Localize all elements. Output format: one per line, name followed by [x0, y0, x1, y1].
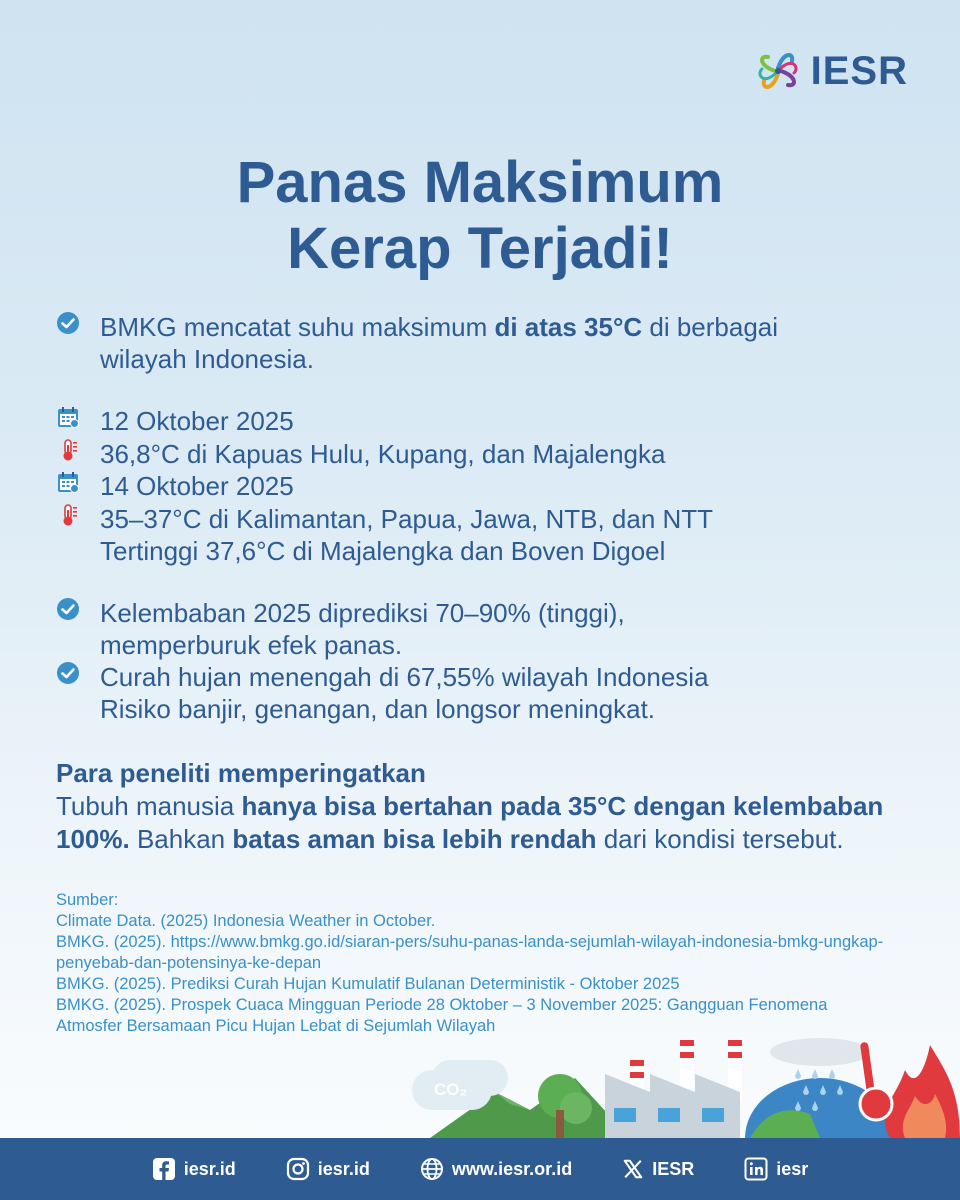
event-temp-row — [56, 503, 713, 567]
thermometer-icon — [56, 438, 80, 462]
event-date-row — [56, 470, 294, 502]
source-item: BMKG. (2025). Prospek Cuaca Mingguan Periode 28 Oktober – 3 November 2025: Gangguan Fenomena Atmosfer Bersamaan Picu Hujan Lebat di Sejumlah Wilayah — [56, 996, 828, 1035]
event-temp-line-1: 35–37°C di Kalimantan, Papua, Jawa, NTB, dan NTT — [100, 504, 714, 534]
x-icon — [622, 1158, 644, 1180]
footer-website[interactable] — [420, 1157, 572, 1181]
event-date-row — [56, 405, 294, 437]
intro-text — [100, 311, 778, 375]
footer-facebook-label: iesr.id — [183, 1158, 236, 1179]
point-text — [100, 661, 709, 725]
point-line-1: Curah hujan menengah di 67,55% wilayah Indonesia — [100, 662, 709, 692]
footer-instagram[interactable] — [286, 1157, 370, 1181]
logo-text: IESR — [810, 48, 908, 93]
intro-bullet — [56, 311, 778, 375]
sources-label: Sumber: — [56, 891, 119, 909]
source-item: BMKG. (2025). Prediksi Curah Hujan Kumulatif Bulanan Deterministik - Oktober 2025 — [56, 975, 680, 993]
point-line-2: memperburuk efek panas. — [100, 630, 403, 660]
event-date: 12 Oktober 2025 — [100, 406, 294, 436]
title-line-1: Panas Maksimum — [236, 150, 724, 215]
warning-text-3: dari kondisi tersebut. — [596, 824, 844, 854]
linkedin-icon — [744, 1157, 768, 1181]
check-circle-icon — [56, 661, 80, 685]
source-item: BMKG. (2025). https://www.bmkg.go.id/siaran-pers/suhu-panas-landa-sejumlah-wilayah-indonesia-bmkg-ungkap-penyebab-dan-potensinya-ke-depan — [56, 933, 884, 972]
iesr-logo-icon — [753, 46, 803, 96]
title-line-2: Kerap Terjadi! — [287, 216, 673, 281]
calendar-icon — [56, 470, 80, 494]
footer-website-label: www.iesr.or.id — [451, 1158, 573, 1179]
globe-icon — [420, 1157, 444, 1181]
footer-linkedin-label: iesr — [776, 1158, 809, 1179]
warning-bold-2: batas aman bisa lebih rendah — [232, 824, 597, 854]
source-item: Climate Data. (2025) Indonesia Weather in October. — [56, 912, 436, 930]
point-line-1: Kelembaban 2025 diprediksi 70–90% (tinggi), — [100, 598, 625, 628]
co2-cloud-icon — [412, 1070, 492, 1110]
iesr-logo — [753, 46, 908, 96]
page-title — [0, 150, 960, 282]
footer-facebook[interactable] — [152, 1157, 236, 1181]
warning-heading: Para peneliti memperingatkan — [56, 758, 426, 788]
intro-pre: BMKG mencatat suhu maksimum — [100, 312, 495, 342]
instagram-icon — [286, 1157, 310, 1181]
event-temp-row — [56, 438, 665, 470]
intro-bold: di atas 35°C — [494, 312, 643, 342]
climate-illustration — [400, 1030, 960, 1138]
warning-bold-1: hanya bisa bertahan pada 35°C dengan kelembaban 100%. — [56, 791, 884, 854]
warning-text-1: Tubuh manusia — [56, 791, 242, 821]
warning-block — [56, 757, 916, 856]
footer — [0, 1138, 960, 1200]
calendar-icon — [56, 405, 80, 429]
list-item — [56, 597, 625, 661]
footer-x-label: IESR — [652, 1158, 695, 1179]
facebook-icon — [152, 1157, 176, 1181]
footer-linkedin[interactable] — [744, 1157, 808, 1181]
list-item — [56, 661, 709, 725]
intro-line-2: wilayah Indonesia. — [100, 344, 314, 374]
footer-instagram-label: iesr.id — [317, 1158, 370, 1179]
footer-x[interactable] — [622, 1158, 694, 1180]
thermometer-icon — [56, 503, 80, 527]
warning-text-2: Bahkan — [129, 824, 233, 854]
check-circle-icon — [56, 311, 80, 335]
point-text — [100, 597, 625, 661]
intro-post: di berbagai — [642, 312, 779, 342]
event-temp — [100, 503, 713, 567]
event-temp-line-2: Tertinggi 37,6°C di Majalengka dan Boven Digoel — [100, 536, 666, 566]
sources — [56, 890, 916, 1037]
event-temp: 36,8°C di Kapuas Hulu, Kupang, dan Majalengka — [100, 439, 666, 469]
check-circle-icon — [56, 597, 80, 621]
point-line-2: Risiko banjir, genangan, dan longsor meningkat. — [100, 694, 656, 724]
co2-label: CO₂ — [434, 1080, 468, 1099]
event-date: 14 Oktober 2025 — [100, 471, 294, 501]
